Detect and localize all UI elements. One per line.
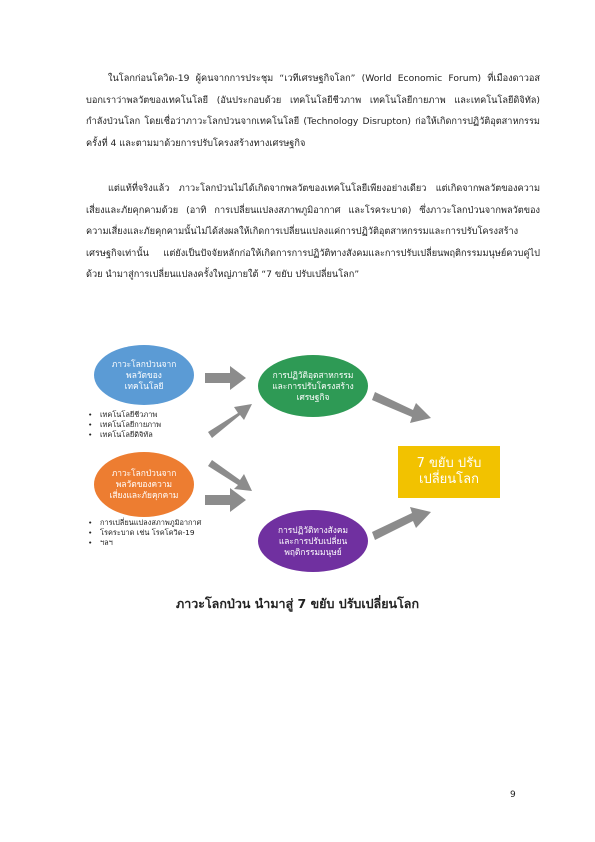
list-item: • เทคโนโลยีกายภาพ [88, 420, 161, 430]
list-item: • โรคระบาด เช่น โรคโควิด-19 [88, 528, 201, 538]
page-number: 9 [510, 790, 516, 800]
technology-list [88, 410, 161, 440]
list-item: • ฯลฯ [88, 538, 201, 548]
paragraph-2: แต่แท้ที่จริงแล้ว ภาวะโลกป่วนไม่ได้เกิดจากพลวัตของเทคโนโลยีเพียงอย่างเดียว แต่เกิดจากพลวัตของความเสี่ยงและภัยคุกคามด้วย (อาทิ การเปลี่ยนแปลงสภาพภูมิอากาศ และโรคระบาด) ซึ่งภาวะโลกป่วนจากพลวัตของความเสี่ยงและภัยคุกคามนั้นไม่ได้ส่งผลให้เกิดการเปลี่ยนแปลงแค่การปฏิวัติอุตสาหกรรมและการปรับโครงสร้างเศรษฐกิจเท่านั้น แต่ยังเป็นปัจจัยหลักก่อให้เกิดการการปฏิวัติทางสังคมและการปรับเปลี่ยนพฤติกรรมมนุษย์ควบคู่ไปด้วย นำมาสู่การเปลี่ยนแปลงครั้งใหญ่ภายใต้ “7 ขยับ ปรับเปลี่ยนโลก” [86, 183, 540, 281]
list-item: • การเปลี่ยนแปลงสภาพภูมิอากาศ [88, 518, 201, 528]
arrow-tech-to-social [208, 404, 252, 438]
figure-caption: ภาวะโลกป่วน นำมาสู่ 7 ขยับ ปรับเปลี่ยนโลก [175, 596, 420, 611]
list-item: • เทคโนโลยีดิจิทัล [88, 430, 161, 440]
arrow-industrial-to-goal [372, 392, 431, 423]
social-revolution-node: การปฏิวัติทางสังคมและการปรับเปลี่ยนพฤติกรรมมนุษย์ [258, 510, 368, 572]
arrow-social-to-goal [372, 507, 431, 540]
paragraph-1: ในโลกก่อนโควิด-19 ผู้คนจากการประชุม “เวทีเศรษฐกิจโลก” (World Economic Forum) ที่เมืองดาวอส บอกเราว่าพลวัตของเทคโนโลยี (อันประกอบด้วย เทคโนโลยีชีวภาพ เทคโนโลยีกายภาพ และเทคโนโลยีดิจิทัล) กำลังป่วนโลก โดยเชื่อว่าภาวะโลกป่วนจากเทคโนโลยี (Technology Disrupton) ก่อให้เกิดการปฏิวัติอุตสาหกรรมครั้งที่ 4 และตามมาด้วยการปรับโครงสร้างทางเศรษฐกิจ [86, 73, 540, 149]
cloud-risk-disruption: ภาวะโลกป่วนจากพลวัตของความเสี่ยงและภัยคุกคาม [94, 452, 194, 517]
goal-box: 7 ขยับ ปรับเปลี่ยนโลก [398, 446, 500, 498]
arrow-risk-to-social [205, 488, 246, 512]
arrow-risk-to-industrial [208, 460, 252, 491]
cloud-technology-disruption: ภาวะโลกป่วนจากพลวัตของเทคโนโลยี [94, 345, 194, 405]
list-item: • เทคโนโลยีชีวภาพ [88, 410, 161, 420]
risk-list [88, 518, 201, 548]
arrow-tech-to-industrial [205, 366, 246, 390]
industrial-revolution-node: การปฏิวัติอุตสาหกรรมและการปรับโครงสร้างเศรษฐกิจ [258, 355, 368, 417]
